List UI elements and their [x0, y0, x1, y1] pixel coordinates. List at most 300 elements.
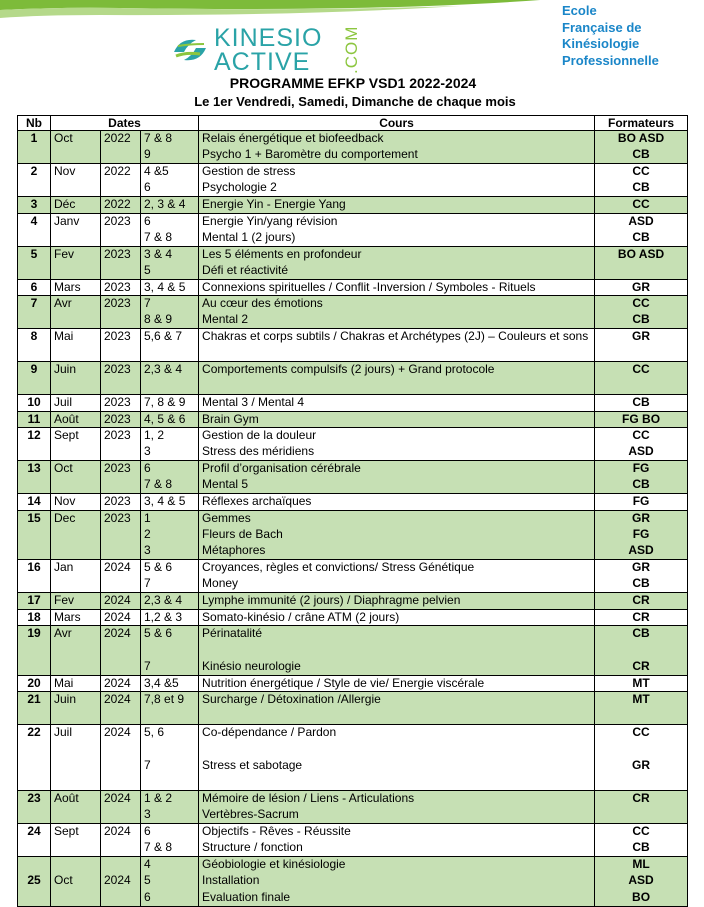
nb-cell [18, 147, 51, 164]
formateur-cell: ASD [595, 873, 688, 890]
cours-cell: Energie Yin - Energie Yang [199, 197, 595, 214]
month-cell: Nov [51, 164, 101, 181]
formateur-cell: CC [595, 362, 688, 395]
header-cours: Cours [199, 116, 595, 131]
table-row [18, 840, 688, 857]
nb-cell: 2 [18, 164, 51, 181]
day-cell: 6 [141, 213, 199, 230]
cours-cell: Mental 1 (2 jours) [199, 230, 595, 247]
nb-cell: 22 [18, 725, 51, 758]
programme-table [17, 115, 688, 907]
year-cell: 2022 [101, 131, 141, 148]
month-cell: Oct [51, 461, 101, 478]
kinesio-active-logo [170, 24, 370, 76]
page-subtitle: Le 1er Vendredi, Samedi, Dimanche de chaque mois [194, 94, 516, 109]
table-row [18, 246, 688, 263]
formateur-cell: CB [595, 147, 688, 164]
nb-cell: 17 [18, 593, 51, 610]
day-cell: 5 & 6 [141, 626, 199, 659]
formateur-cell: ASD [595, 543, 688, 560]
table-row [18, 296, 688, 313]
cours-cell: Croyances, règles et convictions/ Stress Génétique [199, 560, 595, 577]
cours-cell: Fleurs de Bach [199, 527, 595, 544]
cours-cell: Co-dépendance / Pardon [199, 725, 595, 758]
month-cell: Fev [51, 593, 101, 610]
formateur-cell [595, 263, 688, 280]
cours-cell: Connexions spirituelles / Conflit -Inversion / Symboles - Rituels [199, 279, 595, 296]
month-cell [51, 659, 101, 676]
table-row [18, 477, 688, 494]
header-formateurs: Formateurs [595, 116, 688, 131]
month-cell [51, 576, 101, 593]
day-cell: 1 & 2 [141, 791, 199, 808]
nb-cell [18, 230, 51, 247]
formateur-cell: CB [595, 626, 688, 659]
formateur-cell: CB [595, 230, 688, 247]
month-cell: Juil [51, 725, 101, 758]
table-row [18, 329, 688, 362]
nb-cell [18, 477, 51, 494]
logo-hands-icon [170, 30, 210, 70]
nb-cell [18, 857, 51, 874]
day-cell: 3 [141, 444, 199, 461]
school-name [562, 3, 702, 69]
nb-cell: 7 [18, 296, 51, 313]
table-row [18, 675, 688, 692]
nb-cell: 24 [18, 824, 51, 841]
cours-cell: Psychologie 2 [199, 180, 595, 197]
formateur-cell: CC [595, 197, 688, 214]
school-line: Française de [562, 19, 642, 35]
cours-cell: Relais énergétique et biofeedback [199, 131, 595, 148]
table-row [18, 593, 688, 610]
formateur-cell: CR [595, 609, 688, 626]
table-row [18, 362, 688, 395]
nb-cell [18, 890, 51, 907]
nb-cell: 23 [18, 791, 51, 808]
formateur-cell: ASD [595, 444, 688, 461]
nb-cell [18, 840, 51, 857]
year-cell [101, 230, 141, 247]
table-row [18, 147, 688, 164]
month-cell [51, 230, 101, 247]
table-row [18, 411, 688, 428]
month-cell: Avr [51, 296, 101, 313]
year-cell: 2023 [101, 411, 141, 428]
formateur-cell: GR [595, 758, 688, 791]
formateur-cell: MT [595, 675, 688, 692]
month-cell [51, 477, 101, 494]
year-cell: 2024 [101, 873, 141, 890]
year-cell [101, 180, 141, 197]
table-row [18, 263, 688, 280]
table-row [18, 428, 688, 445]
table-row [18, 461, 688, 478]
formateur-cell: BO ASD [595, 131, 688, 148]
month-cell: Fev [51, 246, 101, 263]
table-row [18, 890, 688, 907]
table-row [18, 560, 688, 577]
nb-cell: 6 [18, 279, 51, 296]
month-cell: Nov [51, 494, 101, 511]
formateur-cell: ASD [595, 213, 688, 230]
cours-cell: Mental 5 [199, 477, 595, 494]
year-cell [101, 527, 141, 544]
table-header-row [18, 116, 688, 131]
year-cell: 2024 [101, 609, 141, 626]
month-cell: Août [51, 791, 101, 808]
year-cell: 2024 [101, 791, 141, 808]
month-cell: Août [51, 411, 101, 428]
nb-cell [18, 576, 51, 593]
cours-cell: Périnatalité [199, 626, 595, 659]
day-cell: 7 & 8 [141, 840, 199, 857]
formateur-cell: GR [595, 329, 688, 362]
formateur-cell: CR [595, 659, 688, 676]
month-cell [51, 147, 101, 164]
nb-cell: 12 [18, 428, 51, 445]
month-cell [51, 312, 101, 329]
formateur-cell: CC [595, 725, 688, 758]
table-row [18, 873, 688, 890]
month-cell: Mars [51, 609, 101, 626]
year-cell [101, 263, 141, 280]
table-row [18, 510, 688, 527]
nb-cell: 19 [18, 626, 51, 659]
day-cell: 1,2 & 3 [141, 609, 199, 626]
month-cell [51, 263, 101, 280]
school-line: Professionnelle [562, 52, 659, 68]
header-nb: Nb [18, 116, 51, 131]
table-row [18, 197, 688, 214]
nb-cell [18, 444, 51, 461]
month-cell: Mai [51, 329, 101, 362]
year-cell: 2023 [101, 510, 141, 527]
day-cell: 6 [141, 890, 199, 907]
year-cell: 2022 [101, 197, 141, 214]
formateur-cell: CB [595, 477, 688, 494]
cours-cell: Stress et sabotage [199, 758, 595, 791]
table-row [18, 725, 688, 758]
table-row [18, 543, 688, 560]
formateur-cell: CC [595, 428, 688, 445]
day-cell: 3, 4 & 5 [141, 279, 199, 296]
nb-cell: 21 [18, 692, 51, 725]
formateur-cell: CR [595, 791, 688, 808]
year-cell: 2024 [101, 626, 141, 659]
year-cell: 2023 [101, 329, 141, 362]
day-cell: 1, 2 [141, 428, 199, 445]
nb-cell [18, 312, 51, 329]
month-cell: Juin [51, 692, 101, 725]
cours-cell: Mémoire de lésion / Liens - Articulations [199, 791, 595, 808]
formateur-cell: FG [595, 461, 688, 478]
table-row [18, 131, 688, 148]
nb-cell: 8 [18, 329, 51, 362]
page-title: PROGRAMME EFKP VSD1 2022-2024 [229, 75, 477, 91]
nb-cell: 25 [18, 873, 51, 890]
year-cell [101, 807, 141, 824]
day-cell: 7 & 8 [141, 477, 199, 494]
month-cell: Juin [51, 362, 101, 395]
cours-cell: Structure / fonction [199, 840, 595, 857]
day-cell: 2 [141, 527, 199, 544]
cours-cell: Les 5 éléments en profondeur [199, 246, 595, 263]
nb-cell [18, 263, 51, 280]
year-cell [101, 477, 141, 494]
year-cell: 2023 [101, 428, 141, 445]
month-cell: Sept [51, 428, 101, 445]
year-cell: 2024 [101, 824, 141, 841]
day-cell: 4 [141, 857, 199, 874]
day-cell: 5 [141, 263, 199, 280]
formateur-cell: CR [595, 593, 688, 610]
cours-cell: Réflexes archaïques [199, 494, 595, 511]
year-cell: 2024 [101, 675, 141, 692]
day-cell: 9 [141, 147, 199, 164]
table-row [18, 180, 688, 197]
cours-cell: Money [199, 576, 595, 593]
year-cell [101, 576, 141, 593]
nb-cell [18, 659, 51, 676]
day-cell: 7 [141, 659, 199, 676]
month-cell [51, 840, 101, 857]
table-row [18, 857, 688, 874]
day-cell: 4 &5 [141, 164, 199, 181]
cours-cell: Chakras et corps subtils / Chakras et Archétypes (2J) – Couleurs et sons [199, 329, 595, 362]
cours-cell: Profil d’organisation cérébrale [199, 461, 595, 478]
formateur-cell: CB [595, 840, 688, 857]
year-cell [101, 890, 141, 907]
day-cell: 3,4 &5 [141, 675, 199, 692]
day-cell: 7 [141, 296, 199, 313]
year-cell: 2023 [101, 395, 141, 412]
cours-cell: Défi et réactivité [199, 263, 595, 280]
year-cell: 2023 [101, 494, 141, 511]
year-cell [101, 659, 141, 676]
cours-cell: Kinésio neurologie [199, 659, 595, 676]
year-cell [101, 312, 141, 329]
month-cell: Mai [51, 675, 101, 692]
school-line: Ecole [562, 3, 597, 18]
month-cell [51, 857, 101, 874]
month-cell [51, 527, 101, 544]
month-cell: Oct [51, 873, 101, 890]
day-cell: 5,6 & 7 [141, 329, 199, 362]
cours-cell: Métaphores [199, 543, 595, 560]
table-row [18, 164, 688, 181]
formateur-cell: FG [595, 527, 688, 544]
formateur-cell: CB [595, 576, 688, 593]
day-cell: 2, 3 & 4 [141, 197, 199, 214]
cours-cell: Comportements compulsifs (2 jours) + Grand protocole [199, 362, 595, 395]
day-cell: 7 [141, 758, 199, 791]
cours-cell: Surcharge / Détoxination /Allergie [199, 692, 595, 725]
day-cell: 3 [141, 543, 199, 560]
day-cell: 4, 5 & 6 [141, 411, 199, 428]
formateur-cell: BO ASD [595, 246, 688, 263]
month-cell [51, 758, 101, 791]
cours-cell: Objectifs - Rêves - Réussite [199, 824, 595, 841]
formateur-cell: CC [595, 296, 688, 313]
nb-cell: 16 [18, 560, 51, 577]
day-cell: 7, 8 & 9 [141, 395, 199, 412]
month-cell: Jan [51, 560, 101, 577]
cours-cell: Géobiologie et kinésiologie [199, 857, 595, 874]
nb-cell: 3 [18, 197, 51, 214]
year-cell: 2024 [101, 725, 141, 758]
day-cell: 5 [141, 873, 199, 890]
nb-cell: 10 [18, 395, 51, 412]
cours-cell: Installation [199, 873, 595, 890]
year-cell: 2024 [101, 692, 141, 725]
year-cell [101, 147, 141, 164]
cours-cell: Energie Yin/yang révision [199, 213, 595, 230]
cours-cell: Gestion de stress [199, 164, 595, 181]
year-cell: 2023 [101, 213, 141, 230]
month-cell: Déc [51, 197, 101, 214]
month-cell [51, 543, 101, 560]
day-cell: 7 & 8 [141, 230, 199, 247]
table-row [18, 692, 688, 725]
nb-cell: 4 [18, 213, 51, 230]
month-cell: Sept [51, 824, 101, 841]
nb-cell [18, 180, 51, 197]
year-cell: 2023 [101, 296, 141, 313]
cours-cell: Gemmes [199, 510, 595, 527]
day-cell: 5, 6 [141, 725, 199, 758]
nb-cell: 14 [18, 494, 51, 511]
logo-text-bottom: ACTIVE [214, 48, 311, 76]
logo-text-top: KINESIO [214, 24, 323, 52]
year-cell: 2023 [101, 461, 141, 478]
cours-cell: Nutrition énergétique / Style de vie/ Energie viscérale [199, 675, 595, 692]
day-cell: 6 [141, 180, 199, 197]
day-cell: 2,3 & 4 [141, 593, 199, 610]
nb-cell: 5 [18, 246, 51, 263]
table-row [18, 659, 688, 676]
nb-cell: 1 [18, 131, 51, 148]
year-cell [101, 758, 141, 791]
year-cell [101, 543, 141, 560]
header-dates: Dates [51, 116, 199, 131]
table-row [18, 279, 688, 296]
table-row [18, 312, 688, 329]
formateur-cell: CB [595, 312, 688, 329]
year-cell: 2023 [101, 246, 141, 263]
cours-cell: Au cœur des émotions [199, 296, 595, 313]
day-cell: 6 [141, 824, 199, 841]
day-cell: 7 & 8 [141, 131, 199, 148]
cours-cell: Lymphe immunité (2 jours) / Diaphragme pelvien [199, 593, 595, 610]
formateur-cell: GR [595, 560, 688, 577]
nb-cell: 9 [18, 362, 51, 395]
month-cell: Mars [51, 279, 101, 296]
year-cell: 2022 [101, 164, 141, 181]
cours-cell: Somato-kinésio / crâne ATM (2 jours) [199, 609, 595, 626]
month-cell: Janv [51, 213, 101, 230]
cours-cell: Psycho 1 + Baromètre du comportement [199, 147, 595, 164]
table-row [18, 213, 688, 230]
formateur-cell: MT [595, 692, 688, 725]
year-cell [101, 444, 141, 461]
month-cell [51, 444, 101, 461]
nb-cell: 11 [18, 411, 51, 428]
year-cell [101, 857, 141, 874]
day-cell: 2,3 & 4 [141, 362, 199, 395]
nb-cell [18, 543, 51, 560]
cours-cell: Mental 3 / Mental 4 [199, 395, 595, 412]
day-cell: 1 [141, 510, 199, 527]
formateur-cell: ML [595, 857, 688, 874]
cours-cell: Evaluation finale [199, 890, 595, 907]
formateur-cell: GR [595, 279, 688, 296]
formateur-cell: CC [595, 824, 688, 841]
table-row [18, 758, 688, 791]
table-row [18, 807, 688, 824]
formateur-cell: CC [595, 164, 688, 181]
cours-cell: Gestion de la douleur [199, 428, 595, 445]
nb-cell: 20 [18, 675, 51, 692]
month-cell: Oct [51, 131, 101, 148]
year-cell: 2024 [101, 593, 141, 610]
month-cell [51, 807, 101, 824]
nb-cell [18, 527, 51, 544]
nb-cell [18, 807, 51, 824]
year-cell: 2023 [101, 362, 141, 395]
month-cell [51, 180, 101, 197]
formateur-cell: GR [595, 510, 688, 527]
table-row [18, 527, 688, 544]
logo-com: .COM [342, 25, 361, 74]
formateur-cell: CB [595, 395, 688, 412]
year-cell [101, 840, 141, 857]
day-cell: 8 & 9 [141, 312, 199, 329]
table-row [18, 444, 688, 461]
table-row [18, 494, 688, 511]
formateur-cell: CB [595, 180, 688, 197]
formateur-cell: FG [595, 494, 688, 511]
table-row [18, 230, 688, 247]
cours-cell: Stress des méridiens [199, 444, 595, 461]
day-cell: 6 [141, 461, 199, 478]
cours-cell: Brain Gym [199, 411, 595, 428]
month-cell: Dec [51, 510, 101, 527]
month-cell [51, 890, 101, 907]
day-cell: 3, 4 & 5 [141, 494, 199, 511]
nb-cell: 13 [18, 461, 51, 478]
cours-cell: Vertèbres-Sacrum [199, 807, 595, 824]
school-line: Kinésiologie [562, 36, 640, 51]
formateur-cell [595, 807, 688, 824]
table-row [18, 824, 688, 841]
year-cell: 2024 [101, 560, 141, 577]
nb-cell: 15 [18, 510, 51, 527]
table-row [18, 626, 688, 659]
formateur-cell: BO [595, 890, 688, 907]
day-cell: 3 & 4 [141, 246, 199, 263]
nb-cell: 18 [18, 609, 51, 626]
day-cell: 7,8 et 9 [141, 692, 199, 725]
month-cell: Juil [51, 395, 101, 412]
table-row [18, 576, 688, 593]
year-cell: 2023 [101, 279, 141, 296]
table-row [18, 395, 688, 412]
cours-cell: Mental 2 [199, 312, 595, 329]
day-cell: 7 [141, 576, 199, 593]
table-row [18, 791, 688, 808]
table-row [18, 609, 688, 626]
